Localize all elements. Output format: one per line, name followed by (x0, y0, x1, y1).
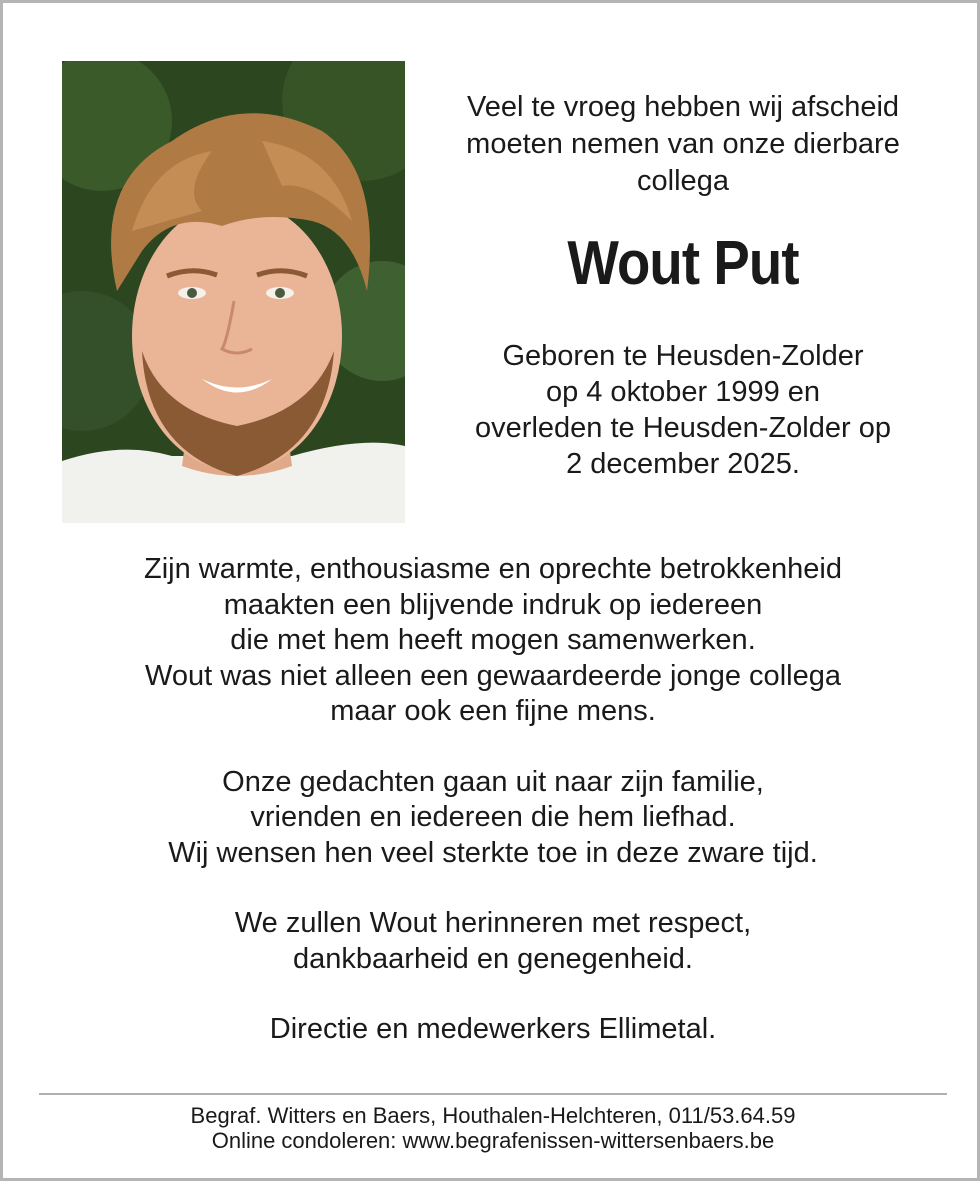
intro-line: Veel te vroeg hebben wij afscheid (466, 91, 900, 123)
body-line: vrienden en iedereen die hem liefhad. (250, 801, 736, 833)
body-line: maar ook een fijne mens. (330, 695, 656, 727)
deceased-name: Wout Put (567, 229, 799, 298)
body-line: dankbaarheid en genegenheid. (293, 942, 693, 975)
body-line: We zullen Wout herinneren met respect, (234, 907, 752, 939)
born-line: 2 december 2025. (566, 448, 800, 480)
born-line: Geboren te Heusden-Zolder (502, 340, 864, 372)
body-text (43, 552, 943, 1048)
condolence-link-line: Online condoleren: www.begrafenissen-wittersenbaers.be (211, 1128, 775, 1153)
footer-divider (39, 1093, 947, 1095)
portrait-illustration (62, 61, 405, 523)
intro-line: moeten nemen van onze dierbare (466, 128, 900, 160)
body-line: Wout was niet alleen een gewaardeerde jonge collega (145, 659, 841, 692)
signature: Directie en medewerkers Ellimetal. (269, 1013, 717, 1045)
body-line: Onze gedachten gaan uit naar zijn familie, (222, 765, 764, 798)
paragraph-3 (43, 906, 943, 977)
body-line: die met hem heeft mogen samenwerken. (230, 624, 756, 656)
born-line: op 4 oktober 1999 en (545, 376, 821, 408)
body-line: Wij wensen hen veel sterkte toe in deze zware tijd. (168, 836, 818, 869)
intro-line: collega (637, 165, 729, 197)
body-line: maakten een blijvende indruk op iedereen (223, 588, 763, 621)
intro-text (423, 89, 943, 200)
portrait-photo (62, 61, 405, 523)
footer (39, 1103, 947, 1153)
paragraph-1 (43, 552, 943, 730)
born-line: overleden te Heusden-Zolder op (475, 412, 891, 444)
paragraph-2 (43, 765, 943, 872)
body-line: Zijn warmte, enthousiasme en oprechte betrokkenheid (144, 553, 842, 585)
funeral-home-line: Begraf. Witters en Baers, Houthalen-Helchteren, 011/53.64.59 (190, 1103, 796, 1128)
birth-death-text (423, 338, 943, 482)
